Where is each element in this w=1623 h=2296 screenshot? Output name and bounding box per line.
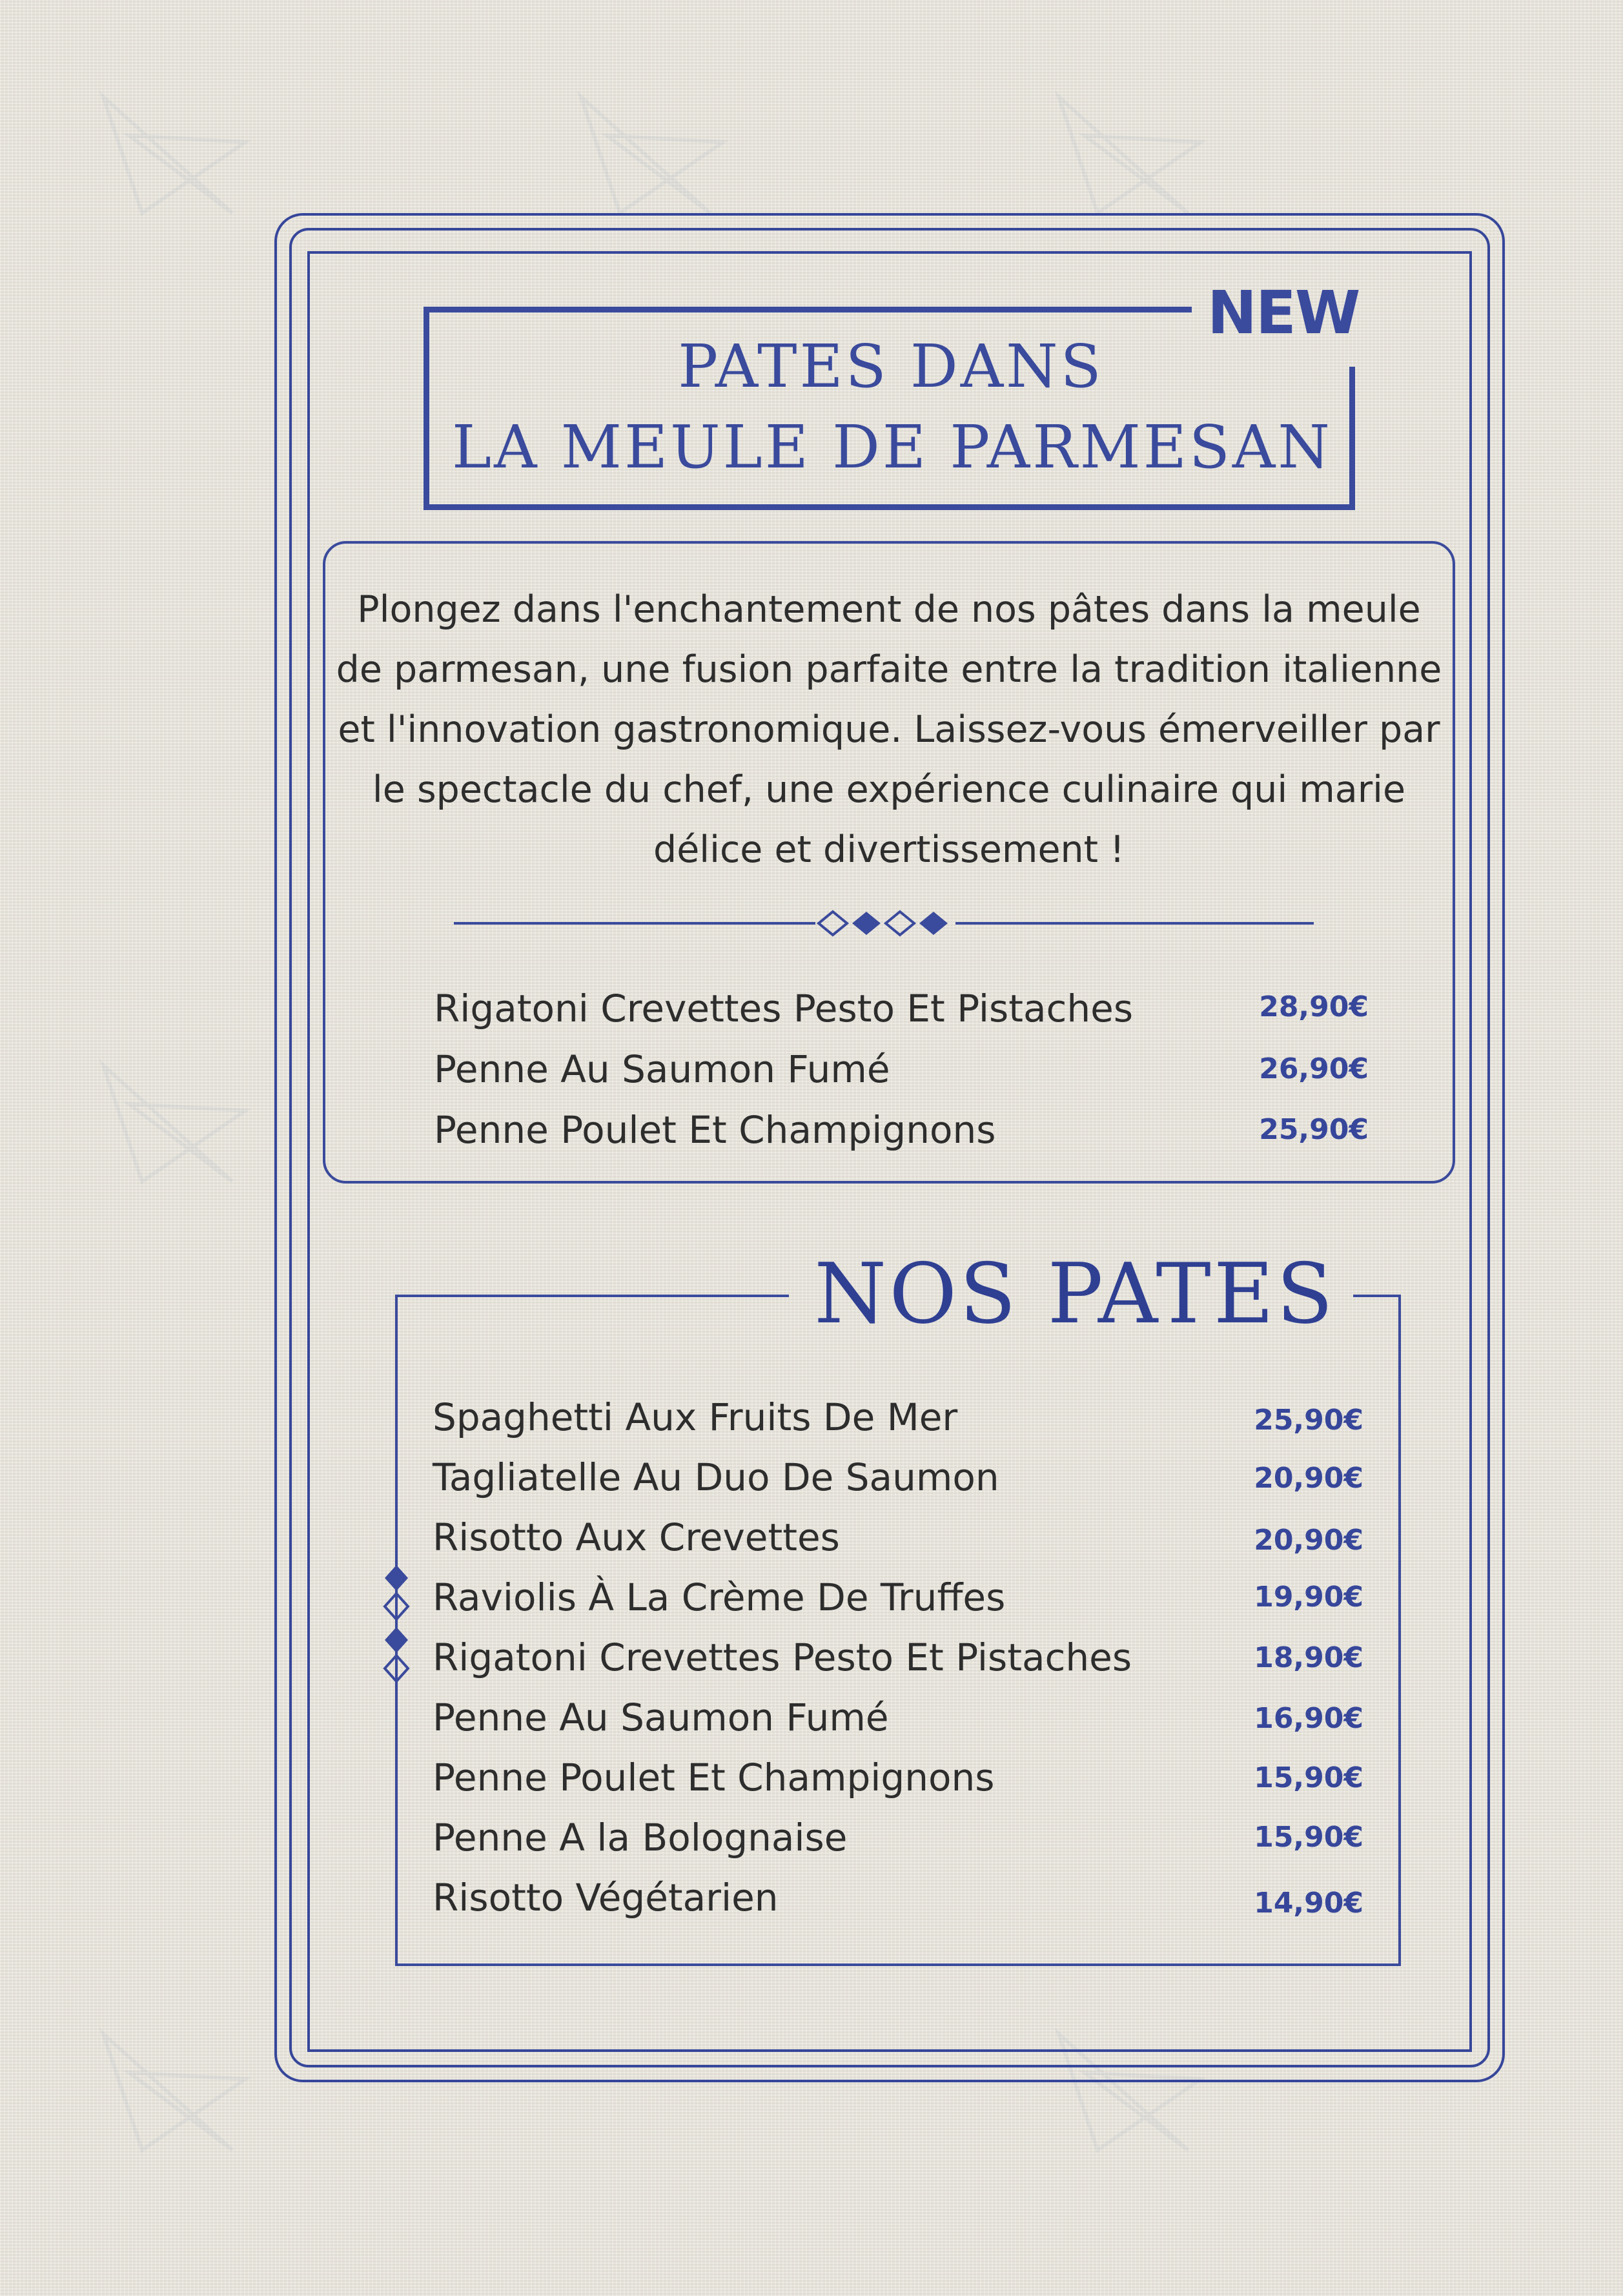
special-title-frame-top: [424, 307, 1192, 313]
pasta-item-price: 20,90€: [1254, 1462, 1363, 1495]
pasta-item-name: Raviolis À La Crème De Truffes: [433, 1575, 1006, 1619]
pasta-item-price: 18,90€: [1254, 1641, 1363, 1674]
new-badge: NEW: [1207, 278, 1360, 347]
pasta-item-price: 19,90€: [1254, 1581, 1363, 1614]
special-item-name: Penne Poulet Et Champignons: [434, 1108, 996, 1152]
special-item-name: Penne Au Saumon Fumé: [434, 1047, 890, 1091]
special-item-price: 25,90€: [1259, 1113, 1369, 1146]
pasta-frame-right: [1398, 1295, 1401, 1966]
special-title-line2: LA MEULE DE PARMESAN: [452, 413, 1332, 482]
pasta-item-name: Tagliatelle Au Duo De Saumon: [433, 1455, 999, 1499]
special-item-price: 26,90€: [1259, 1052, 1369, 1085]
pasta-item-price: 25,90€: [1254, 1404, 1363, 1437]
pasta-frame-top-right: [1353, 1295, 1401, 1297]
special-title-line1: PATES DANS: [678, 332, 1104, 401]
pasta-item-name: Rigatoni Crevettes Pesto Et Pistaches: [433, 1635, 1132, 1679]
pasta-item-price: 14,90€: [1254, 1887, 1363, 1920]
pasta-item-name: Spaghetti Aux Fruits De Mer: [433, 1395, 958, 1439]
special-title-frame-right: [1349, 367, 1355, 510]
divider-line-right: [955, 922, 1314, 925]
special-item-name: Rigatoni Crevettes Pesto Et Pistaches: [434, 987, 1134, 1030]
pasta-item-price: 16,90€: [1254, 1702, 1363, 1735]
pasta-item-name: Penne A la Bolognaise: [433, 1816, 848, 1860]
pasta-item-name: Penne Au Saumon Fumé: [433, 1696, 889, 1739]
pasta-item-name: Penne Poulet Et Champignons: [433, 1756, 995, 1799]
special-item-price: 28,90€: [1259, 990, 1369, 1023]
pasta-item-name: Risotto Végétarien: [433, 1876, 779, 1920]
pasta-item-price: 15,90€: [1254, 1821, 1363, 1854]
pasta-section-title: NOS PATES: [814, 1246, 1336, 1342]
special-description: Plongez dans l'enchantement de nos pâtes dans la meule de parmesan, une fusion parfaite entre la tradition italienne et l'innovation gastronomique. Laissez-vous émerveiller par le spectacle du chef, une expérience culinaire qui marie délice et divertissement !: [336, 588, 1442, 871]
pasta-item-price: 20,90€: [1254, 1524, 1363, 1557]
diamond-stack-icon: [377, 1563, 416, 1698]
pasta-item-price: 15,90€: [1254, 1761, 1363, 1794]
divider-line-left: [454, 922, 815, 925]
pasta-item-name: Risotto Aux Crevettes: [433, 1515, 840, 1559]
pasta-frame-top-left: [395, 1295, 789, 1297]
pasta-frame-bottom: [395, 1963, 1401, 1966]
diamond-divider-icon: [813, 904, 958, 943]
